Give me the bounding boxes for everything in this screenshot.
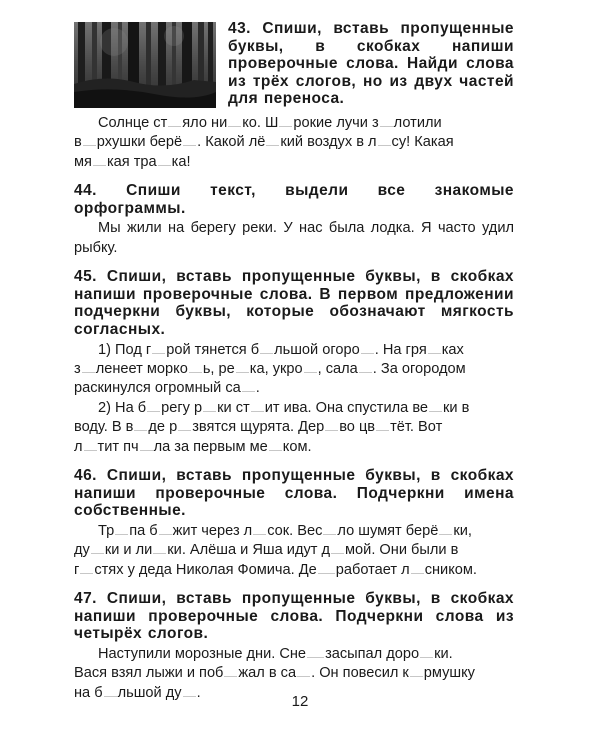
exercise-title: 45. Спиши, вставь пропущенные буквы, в скобках напиши проверочные слова. В первом предложении подчеркни буквы, которые обозначают мягкость согласных. [74, 268, 514, 338]
exercise-title: 47. Спиши, вставь пропущенные буквы, в скобках напиши проверочные слова. Подчеркни слова из четырёх слогов. [74, 590, 514, 643]
exercise-44 [74, 182, 514, 258]
forest-photo-icon [74, 22, 216, 108]
exercise-46 [74, 467, 514, 580]
exercise-title: 43. Спиши, вставь пропущенные буквы, в скобках напиши проверочные слова. Найди слова из трёх слогов, но из двух частей для переноса. [228, 20, 514, 108]
exercise-text: Солнце ст яло ни ко. Ш рокие лучи з лотили в рхушки берё . Какой лё кий воздух в л су! Какая мя кая тра ка! [74, 115, 454, 170]
exercise-text: Наступили морозные дни. Сне засыпал доро ки. Вася взял лыжи и поб жал в са . Он повесил к рмушку на б льшой ду . [74, 645, 475, 701]
exercise-text: Мы жили на берегу реки. У нас была лодка. Я часто удил рыбку. [74, 220, 514, 256]
exercise-45 [74, 268, 514, 457]
exercise-title: 44. Спиши текст, выдели все знакомые орфограммы. [74, 182, 514, 217]
exercise-title: 46. Спиши, вставь пропущенные буквы, в скобках напиши проверочные слова. Подчеркни имена собственные. [74, 467, 514, 520]
exercise-47 [74, 590, 514, 703]
exercise-text: 1) Под г рой тянется б льшой огоро . На гря ках з ленеет морко ь, ре ка, укро , сала . За огородом раскинулся огромный са . 2) На б регу р ки ст ит ива. Она спустила ве ки в воду. В в де р звятся щурята. Дер во цв тёт. Вот л тит пч ла за первым ме ком. [74, 341, 470, 455]
exercise-43 [74, 20, 514, 172]
page-number: 12 [291, 693, 309, 710]
exercise-text: Тр па б жит через л сок. Вес ло шумят берё ки, ду ки и ли ки. Алёша и Яша идут д мой. Они были в г стях у деда Николая Фомича. Де работает л сником. [74, 522, 477, 578]
